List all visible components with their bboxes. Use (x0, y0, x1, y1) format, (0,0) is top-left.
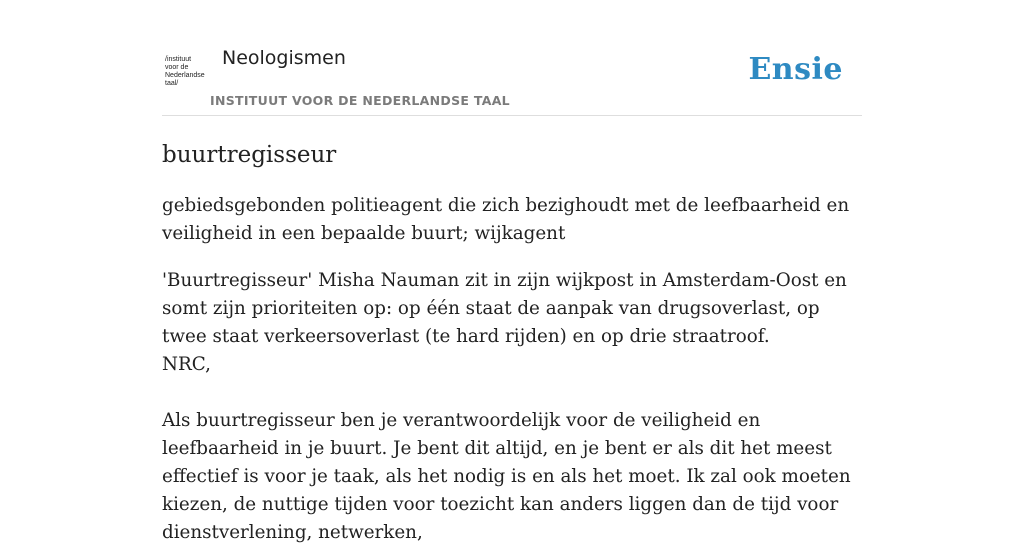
site-title[interactable]: Neologismen (222, 47, 346, 69)
definition-text: gebiedsgebonden politieagent die zich bezighoudt met de leefbaarheid en veiligheid in een bepaalde buurt; wijkagent (162, 195, 850, 244)
example-quote: 'Buurtregisseur' Misha Nauman zit in zijn wijkpost in Amsterdam-Oost en somt zijn prioriteiten op: op één staat de aanpak van drugsoverlast, op twee staat verkeersoverlast (te hard rijden) en op drie straatroof. (162, 270, 847, 347)
header (162, 0, 862, 116)
logo-line: voor de (165, 64, 189, 71)
site-subtitle: INSTITUUT VOOR DE NEDERLANDSE TAAL (210, 93, 510, 108)
ensie-logo[interactable]: Ensie (748, 52, 843, 87)
example-source: NRC, (162, 354, 211, 375)
logo-line: taal/ (165, 80, 179, 87)
logo-line: /instituut (165, 56, 192, 63)
logo-line: Nederlandse (165, 72, 205, 79)
institute-logo[interactable] (165, 55, 207, 89)
example-quote-2: Als buurtregisseur ben je verantwoordelijk voor de veiligheid en leefbaarheid in je buurt. Je bent dit altijd, en je bent er als dit het meest effectief is voor je taak, als het nodig is en als het moet. Ik zal ook moeten kiezen, de nuttige tijden voor toezicht kan anders liggen dan de tijd voor dienstverlening, netwerken, (162, 410, 851, 543)
page-title: buurtregisseur (162, 142, 337, 168)
